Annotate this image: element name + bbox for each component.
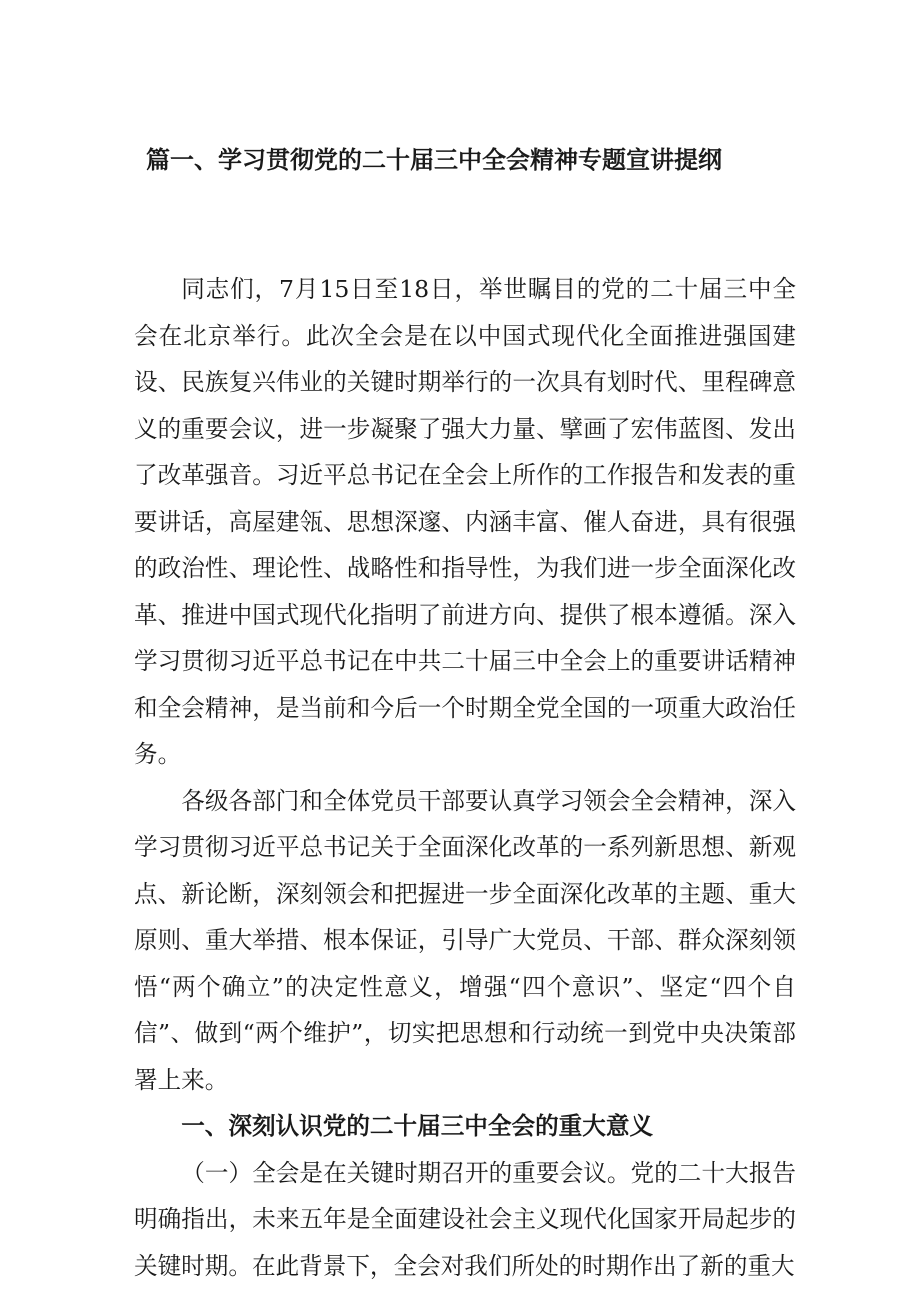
document-title: 篇一、学习贯彻党的二十届三中全会精神专题宣讲提纲: [146, 146, 722, 174]
paragraph-subsection-1: （一）全会是在关键时期召开的重要会议。党的二十大报告明确指出，未来五年是全面建设社会主义现代化国家开局起步的关键时期。在此背景下，全会对我们所处的时期作出了新的重大: [134, 1158, 796, 1280]
paragraph-intro: 同志们，7月15日至18日，举世瞩目的党的二十届三中全会在北京举行。此次全会是在以中国式现代化全面推进强国建设、民族复兴伟业的关键时期举行的一次具有划时代、里程碑意义的重要会议，进一步凝聚了强大力量、擘画了宏伟蓝图、发出了改革强音。习近平总书记在全会上所作的工作报告和发表的重要讲话，高屋建瓴、思想深邃、内涵丰富、催人奋进，具有很强的政治性、理论性、战略性和指导性，为我们进一步全面深化改革、推进中国式现代化指明了前进方向、提供了根本遵循。深入学习贯彻习近平总书记在中共二十届三中全会上的重要讲话精神和全会精神，是当前和今后一个时期全党全国的一项重大政治任务。: [134, 275, 796, 768]
paragraph-requirements: 各级各部门和全体党员干部要认真学习领会全会精神，深入学习贯彻习近平总书记关于全面深化改革的一系列新思想、新观点、新论断，深刻领会和把握进一步全面深化改革的主题、重大原则、重大举措、根本保证，引导广大党员、干部、群众深刻领悟“两个确立”的决定性意义，增强“四个意识”、坚定“四个自信”、做到“两个维护”，切实把思想和行动统一到党中央决策部署上来。: [134, 786, 796, 1094]
document-body: [134, 266, 796, 1289]
section-heading-1: 一、深刻认识党的二十届三中全会的重大意义: [181, 1112, 654, 1140]
